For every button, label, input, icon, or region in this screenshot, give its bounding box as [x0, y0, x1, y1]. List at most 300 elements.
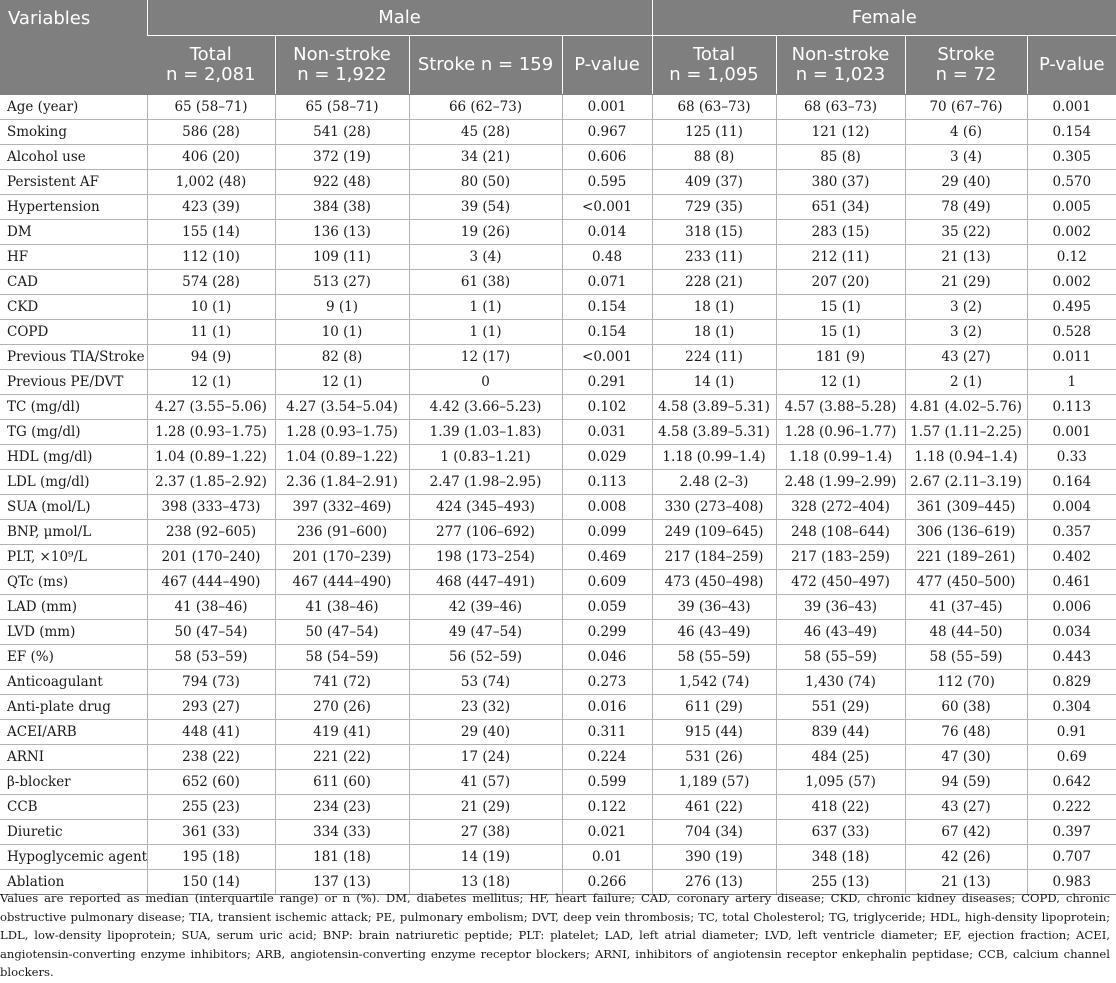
male-nonstroke-cell: 12 (1)	[275, 370, 409, 395]
male-nonstroke-cell: 334 (33)	[275, 820, 409, 845]
female-nonstroke-cell: 839 (44)	[776, 720, 905, 745]
table-row	[0, 170, 1116, 195]
male-total-cell: 195 (18)	[147, 845, 275, 870]
female-pvalue-cell: 0.33	[1027, 445, 1116, 470]
male-pvalue-cell: 0.48	[562, 245, 652, 270]
male-nonstroke-cell: 4.27 (3.54–5.04)	[275, 395, 409, 420]
female-stroke-cell: 47 (30)	[905, 745, 1027, 770]
male-total-cell: 150 (14)	[147, 870, 275, 895]
female-pvalue-cell: 0.829	[1027, 670, 1116, 695]
variable-cell: CAD	[0, 270, 147, 295]
male-stroke-cell: 45 (28)	[409, 120, 562, 145]
female-stroke-cell: 76 (48)	[905, 720, 1027, 745]
table-footnote: Values are reported as median (interquartile range) or n (%). DM, diabetes mellitus; HF, heart failure; CAD, coronary artery disease; CKD, chronic kidney diseases; COPD, chronic obstructive pulmonary disease; TIA, transient ischemic attack; PE, pulmonary embolism; DVT, deep vein thrombosis; TC, total Cholesterol; TG, triglyceride; HDL, high-density lipoprotein; LDL, low-density lipoprotein; SUA, serum uric acid; BNP: brain natriuretic peptide; PLT: platelet; LAD, left atrial diameter; LVD, left ventricle diameter; EF, ejection fraction; ACEI, angiotensin-converting enzyme inhibitors; ARB, angiotensin-converting enzyme receptor blockers; ARNI, inhibitors of angiotensin receptor enkephalin peptidase; CCB, calcium channel blockers.	[0, 891, 1110, 979]
table-row	[0, 220, 1116, 245]
variable-cell: TC (mg/dl)	[0, 395, 147, 420]
table-row	[0, 295, 1116, 320]
female-pvalue-cell: 0.005	[1027, 195, 1116, 220]
table-body	[0, 95, 1116, 895]
variable-cell: LAD (mm)	[0, 595, 147, 620]
male-total-cell: 2.37 (1.85–2.92)	[147, 470, 275, 495]
male-total-cell: 112 (10)	[147, 245, 275, 270]
female-nonstroke-cell: 1,430 (74)	[776, 670, 905, 695]
male-pvalue-cell: 0.599	[562, 770, 652, 795]
female-nonstroke-cell: 1.28 (0.96–1.77)	[776, 420, 905, 445]
female-total-cell: 46 (43–49)	[652, 620, 776, 645]
male-pvalue-header: P-value	[562, 36, 652, 95]
female-total-cell: 224 (11)	[652, 345, 776, 370]
variable-cell: LVD (mm)	[0, 620, 147, 645]
male-pvalue-cell: 0.029	[562, 445, 652, 470]
male-stroke-cell: 29 (40)	[409, 720, 562, 745]
female-total-cell: 217 (184–259)	[652, 545, 776, 570]
female-total-cell: 318 (15)	[652, 220, 776, 245]
male-nonstroke-cell: 9 (1)	[275, 295, 409, 320]
female-pvalue-cell: 0.164	[1027, 470, 1116, 495]
male-nonstroke-cell: 137 (13)	[275, 870, 409, 895]
table-row	[0, 770, 1116, 795]
male-stroke-cell: 13 (18)	[409, 870, 562, 895]
female-stroke-cell: 67 (42)	[905, 820, 1027, 845]
female-stroke-cell: 112 (70)	[905, 670, 1027, 695]
female-pvalue-cell: 0.983	[1027, 870, 1116, 895]
female-stroke-header: Stroke n = 72	[905, 36, 1027, 95]
female-pvalue-cell: 0.91	[1027, 720, 1116, 745]
male-total-cell: 652 (60)	[147, 770, 275, 795]
female-stroke-cell: 94 (59)	[905, 770, 1027, 795]
female-stroke-cell: 43 (27)	[905, 345, 1027, 370]
female-stroke-cell: 78 (49)	[905, 195, 1027, 220]
male-total-cell: 58 (53–59)	[147, 645, 275, 670]
female-stroke-cell: 4 (6)	[905, 120, 1027, 145]
table-row	[0, 245, 1116, 270]
table-row	[0, 370, 1116, 395]
female-stroke-cell: 35 (22)	[905, 220, 1027, 245]
male-pvalue-cell: 0.014	[562, 220, 652, 245]
table-row	[0, 595, 1116, 620]
male-pvalue-cell: 0.122	[562, 795, 652, 820]
male-stroke-cell: 198 (173–254)	[409, 545, 562, 570]
female-stroke-cell: 4.81 (4.02–5.76)	[905, 395, 1027, 420]
variable-cell: COPD	[0, 320, 147, 345]
female-pvalue-cell: 0.570	[1027, 170, 1116, 195]
table-row	[0, 620, 1116, 645]
table-row	[0, 270, 1116, 295]
table-row	[0, 120, 1116, 145]
female-nonstroke-cell: 85 (8)	[776, 145, 905, 170]
male-total-cell: 12 (1)	[147, 370, 275, 395]
variable-cell: ACEI/ARB	[0, 720, 147, 745]
female-total-cell: 461 (22)	[652, 795, 776, 820]
female-nonstroke-cell: 46 (43–49)	[776, 620, 905, 645]
female-total-cell: 531 (26)	[652, 745, 776, 770]
male-total-cell: 398 (333–473)	[147, 495, 275, 520]
female-total-cell: 68 (63–73)	[652, 95, 776, 120]
male-total-cell: 361 (33)	[147, 820, 275, 845]
male-total-cell: 238 (22)	[147, 745, 275, 770]
table-row	[0, 645, 1116, 670]
female-nonstroke-cell: 418 (22)	[776, 795, 905, 820]
female-total-cell: 704 (34)	[652, 820, 776, 845]
female-total-cell: 58 (55–59)	[652, 645, 776, 670]
male-total-cell: 448 (41)	[147, 720, 275, 745]
male-nonstroke-cell: 1.28 (0.93–1.75)	[275, 420, 409, 445]
male-pvalue-cell: 0.595	[562, 170, 652, 195]
male-stroke-cell: 14 (19)	[409, 845, 562, 870]
male-total-cell: 238 (92–605)	[147, 520, 275, 545]
female-nonstroke-header: Non-stroke n = 1,023	[776, 36, 905, 95]
variable-cell: Anti-plate drug	[0, 695, 147, 720]
male-stroke-cell: 424 (345–493)	[409, 495, 562, 520]
male-nonstroke-cell: 181 (18)	[275, 845, 409, 870]
male-pvalue-cell: 0.154	[562, 295, 652, 320]
female-nonstroke-cell: 58 (55–59)	[776, 645, 905, 670]
table-row	[0, 195, 1116, 220]
male-pvalue-cell: 0.967	[562, 120, 652, 145]
male-nonstroke-cell: 201 (170–239)	[275, 545, 409, 570]
female-stroke-cell: 21 (13)	[905, 870, 1027, 895]
female-nonstroke-cell: 1,095 (57)	[776, 770, 905, 795]
female-stroke-cell: 306 (136–619)	[905, 520, 1027, 545]
female-total-cell: 611 (29)	[652, 695, 776, 720]
table-row	[0, 545, 1116, 570]
male-nonstroke-cell: 541 (28)	[275, 120, 409, 145]
female-pvalue-cell: 0.001	[1027, 420, 1116, 445]
male-nonstroke-cell: 372 (19)	[275, 145, 409, 170]
female-nonstroke-cell: 181 (9)	[776, 345, 905, 370]
male-pvalue-cell: 0.224	[562, 745, 652, 770]
female-nonstroke-cell: 2.48 (1.99–2.99)	[776, 470, 905, 495]
female-total-cell: 228 (21)	[652, 270, 776, 295]
male-nonstroke-cell: 2.36 (1.84–2.91)	[275, 470, 409, 495]
table-row	[0, 795, 1116, 820]
table-row	[0, 720, 1116, 745]
male-nonstroke-cell: 41 (38–46)	[275, 595, 409, 620]
male-nonstroke-header: Non-stroke n = 1,922	[275, 36, 409, 95]
female-pvalue-cell: 0.495	[1027, 295, 1116, 320]
female-nonstroke-cell: 217 (183–259)	[776, 545, 905, 570]
variable-cell: Persistent AF	[0, 170, 147, 195]
female-stroke-cell: 21 (13)	[905, 245, 1027, 270]
female-pvalue-cell: 0.69	[1027, 745, 1116, 770]
variable-cell: BNP, μmol/L	[0, 520, 147, 545]
male-stroke-cell: 0	[409, 370, 562, 395]
female-stroke-cell: 361 (309–445)	[905, 495, 1027, 520]
male-stroke-cell: 53 (74)	[409, 670, 562, 695]
male-pvalue-cell: 0.113	[562, 470, 652, 495]
male-nonstroke-cell: 513 (27)	[275, 270, 409, 295]
male-stroke-cell: 1 (1)	[409, 320, 562, 345]
female-pvalue-cell: 0.004	[1027, 495, 1116, 520]
female-total-cell: 915 (44)	[652, 720, 776, 745]
variable-cell: ARNI	[0, 745, 147, 770]
male-nonstroke-cell: 922 (48)	[275, 170, 409, 195]
male-stroke-cell: 1.39 (1.03–1.83)	[409, 420, 562, 445]
male-total-cell: 293 (27)	[147, 695, 275, 720]
female-total-cell: 390 (19)	[652, 845, 776, 870]
male-stroke-cell: 80 (50)	[409, 170, 562, 195]
female-pvalue-cell: 0.011	[1027, 345, 1116, 370]
male-stroke-cell: 23 (32)	[409, 695, 562, 720]
male-pvalue-cell: 0.469	[562, 545, 652, 570]
variable-cell: Age (year)	[0, 95, 147, 120]
male-total-cell: 4.27 (3.55–5.06)	[147, 395, 275, 420]
female-stroke-cell: 1.18 (0.94–1.4)	[905, 445, 1027, 470]
male-total-cell: 467 (444–490)	[147, 570, 275, 595]
male-nonstroke-cell: 419 (41)	[275, 720, 409, 745]
male-pvalue-cell: 0.059	[562, 595, 652, 620]
variable-cell: Anticoagulant	[0, 670, 147, 695]
table-row	[0, 420, 1116, 445]
table-row	[0, 820, 1116, 845]
male-stroke-cell: 21 (29)	[409, 795, 562, 820]
male-stroke-cell: 66 (62–73)	[409, 95, 562, 120]
table-row	[0, 570, 1116, 595]
female-pvalue-cell: 0.443	[1027, 645, 1116, 670]
table-row	[0, 845, 1116, 870]
variable-cell: QTc (ms)	[0, 570, 147, 595]
table-row	[0, 745, 1116, 770]
male-stroke-cell: 56 (52–59)	[409, 645, 562, 670]
female-nonstroke-cell: 15 (1)	[776, 320, 905, 345]
female-nonstroke-cell: 472 (450–497)	[776, 570, 905, 595]
table-row	[0, 320, 1116, 345]
variable-cell: EF (%)	[0, 645, 147, 670]
male-total-cell: 41 (38–46)	[147, 595, 275, 620]
female-nonstroke-cell: 248 (108–644)	[776, 520, 905, 545]
variable-cell: SUA (mol/L)	[0, 495, 147, 520]
female-total-cell: 409 (37)	[652, 170, 776, 195]
female-pvalue-cell: 0.222	[1027, 795, 1116, 820]
male-stroke-cell: 3 (4)	[409, 245, 562, 270]
variable-cell: HF	[0, 245, 147, 270]
table-row	[0, 145, 1116, 170]
male-group-header: Male	[147, 0, 652, 36]
male-total-cell: 10 (1)	[147, 295, 275, 320]
male-total-cell: 423 (39)	[147, 195, 275, 220]
female-stroke-cell: 2.67 (2.11–3.19)	[905, 470, 1027, 495]
female-stroke-cell: 21 (29)	[905, 270, 1027, 295]
male-pvalue-cell: 0.154	[562, 320, 652, 345]
male-total-cell: 255 (23)	[147, 795, 275, 820]
male-pvalue-cell: 0.021	[562, 820, 652, 845]
female-stroke-cell: 60 (38)	[905, 695, 1027, 720]
variable-cell: Previous PE/DVT	[0, 370, 147, 395]
male-pvalue-cell: 0.299	[562, 620, 652, 645]
table-row	[0, 395, 1116, 420]
table-row	[0, 670, 1116, 695]
male-stroke-cell: 61 (38)	[409, 270, 562, 295]
male-stroke-cell: 17 (24)	[409, 745, 562, 770]
male-nonstroke-cell: 82 (8)	[275, 345, 409, 370]
male-stroke-cell: 34 (21)	[409, 145, 562, 170]
female-pvalue-cell: 0.001	[1027, 95, 1116, 120]
female-stroke-cell: 43 (27)	[905, 795, 1027, 820]
female-pvalue-cell: 0.707	[1027, 845, 1116, 870]
female-stroke-cell: 48 (44–50)	[905, 620, 1027, 645]
male-pvalue-cell: 0.291	[562, 370, 652, 395]
female-pvalue-cell: 0.034	[1027, 620, 1116, 645]
female-pvalue-cell: 0.002	[1027, 270, 1116, 295]
female-pvalue-cell: 0.006	[1027, 595, 1116, 620]
female-total-cell: 18 (1)	[652, 295, 776, 320]
variable-cell: CKD	[0, 295, 147, 320]
female-total-cell: 276 (13)	[652, 870, 776, 895]
male-pvalue-cell: 0.273	[562, 670, 652, 695]
male-total-cell: 1.28 (0.93–1.75)	[147, 420, 275, 445]
male-total-cell: 1,002 (48)	[147, 170, 275, 195]
male-nonstroke-cell: 10 (1)	[275, 320, 409, 345]
female-nonstroke-cell: 39 (36–43)	[776, 595, 905, 620]
male-total-cell: 574 (28)	[147, 270, 275, 295]
table-row	[0, 695, 1116, 720]
female-nonstroke-cell: 348 (18)	[776, 845, 905, 870]
female-pvalue-cell: 0.397	[1027, 820, 1116, 845]
female-pvalue-cell: 0.461	[1027, 570, 1116, 595]
table-row	[0, 95, 1116, 120]
male-total-header: Total n = 2,081	[147, 36, 275, 95]
male-total-cell: 50 (47–54)	[147, 620, 275, 645]
male-nonstroke-cell: 467 (444–490)	[275, 570, 409, 595]
male-nonstroke-cell: 397 (332–469)	[275, 495, 409, 520]
male-total-cell: 94 (9)	[147, 345, 275, 370]
female-pvalue-cell: 0.402	[1027, 545, 1116, 570]
male-total-cell: 1.04 (0.89–1.22)	[147, 445, 275, 470]
male-total-cell: 794 (73)	[147, 670, 275, 695]
male-stroke-cell: 468 (447–491)	[409, 570, 562, 595]
female-total-cell: 4.58 (3.89–5.31)	[652, 395, 776, 420]
male-total-cell: 586 (28)	[147, 120, 275, 145]
female-total-cell: 1.18 (0.99–1.4)	[652, 445, 776, 470]
female-nonstroke-cell: 651 (34)	[776, 195, 905, 220]
variable-cell: Alcohol use	[0, 145, 147, 170]
female-pvalue-cell: 0.002	[1027, 220, 1116, 245]
table-row	[0, 470, 1116, 495]
female-total-cell: 14 (1)	[652, 370, 776, 395]
variable-cell: DM	[0, 220, 147, 245]
female-pvalue-cell: 0.528	[1027, 320, 1116, 345]
female-pvalue-cell: 1	[1027, 370, 1116, 395]
female-total-cell: 39 (36–43)	[652, 595, 776, 620]
male-pvalue-cell: 0.046	[562, 645, 652, 670]
male-nonstroke-cell: 65 (58–71)	[275, 95, 409, 120]
male-nonstroke-cell: 234 (23)	[275, 795, 409, 820]
female-nonstroke-cell: 121 (12)	[776, 120, 905, 145]
female-total-cell: 233 (11)	[652, 245, 776, 270]
female-nonstroke-cell: 255 (13)	[776, 870, 905, 895]
male-nonstroke-cell: 1.04 (0.89–1.22)	[275, 445, 409, 470]
female-stroke-cell: 3 (2)	[905, 295, 1027, 320]
male-stroke-cell: 12 (17)	[409, 345, 562, 370]
variable-cell: Smoking	[0, 120, 147, 145]
variable-cell: HDL (mg/dl)	[0, 445, 147, 470]
male-total-cell: 201 (170–240)	[147, 545, 275, 570]
female-pvalue-cell: 0.357	[1027, 520, 1116, 545]
male-nonstroke-cell: 611 (60)	[275, 770, 409, 795]
male-pvalue-cell: 0.609	[562, 570, 652, 595]
female-nonstroke-cell: 207 (20)	[776, 270, 905, 295]
variable-cell: TG (mg/dl)	[0, 420, 147, 445]
male-stroke-cell: 1 (1)	[409, 295, 562, 320]
female-total-cell: 1,189 (57)	[652, 770, 776, 795]
female-total-header: Total n = 1,095	[652, 36, 776, 95]
male-nonstroke-cell: 741 (72)	[275, 670, 409, 695]
female-total-cell: 473 (450–498)	[652, 570, 776, 595]
female-stroke-cell: 1.57 (1.11–2.25)	[905, 420, 1027, 445]
female-stroke-cell: 2 (1)	[905, 370, 1027, 395]
male-nonstroke-cell: 221 (22)	[275, 745, 409, 770]
male-pvalue-cell: 0.01	[562, 845, 652, 870]
variables-header: Variables	[0, 0, 147, 95]
male-pvalue-cell: <0.001	[562, 195, 652, 220]
female-nonstroke-cell: 1.18 (0.99–1.4)	[776, 445, 905, 470]
male-pvalue-cell: 0.102	[562, 395, 652, 420]
female-stroke-cell: 221 (189–261)	[905, 545, 1027, 570]
female-nonstroke-cell: 15 (1)	[776, 295, 905, 320]
female-stroke-cell: 41 (37–45)	[905, 595, 1027, 620]
male-pvalue-cell: 0.266	[562, 870, 652, 895]
female-nonstroke-cell: 4.57 (3.88–5.28)	[776, 395, 905, 420]
female-nonstroke-cell: 68 (63–73)	[776, 95, 905, 120]
male-stroke-header: Stroke n = 159	[409, 36, 562, 95]
male-total-cell: 155 (14)	[147, 220, 275, 245]
male-pvalue-cell: 0.016	[562, 695, 652, 720]
female-stroke-cell: 29 (40)	[905, 170, 1027, 195]
variable-cell: Hypertension	[0, 195, 147, 220]
male-pvalue-cell: 0.001	[562, 95, 652, 120]
female-pvalue-header: P-value	[1027, 36, 1116, 95]
table-row	[0, 495, 1116, 520]
male-stroke-cell: 27 (38)	[409, 820, 562, 845]
male-stroke-cell: 41 (57)	[409, 770, 562, 795]
female-total-cell: 330 (273–408)	[652, 495, 776, 520]
male-pvalue-cell: 0.031	[562, 420, 652, 445]
male-total-cell: 11 (1)	[147, 320, 275, 345]
female-stroke-cell: 477 (450–500)	[905, 570, 1027, 595]
variable-cell: Diuretic	[0, 820, 147, 845]
male-pvalue-cell: 0.311	[562, 720, 652, 745]
male-pvalue-cell: <0.001	[562, 345, 652, 370]
female-pvalue-cell: 0.113	[1027, 395, 1116, 420]
female-nonstroke-cell: 328 (272–404)	[776, 495, 905, 520]
male-stroke-cell: 2.47 (1.98–2.95)	[409, 470, 562, 495]
variable-cell: Previous TIA/Stroke	[0, 345, 147, 370]
female-total-cell: 88 (8)	[652, 145, 776, 170]
female-group-header: Female	[652, 0, 1116, 36]
female-pvalue-cell: 0.642	[1027, 770, 1116, 795]
female-pvalue-cell: 0.304	[1027, 695, 1116, 720]
male-stroke-cell: 19 (26)	[409, 220, 562, 245]
female-nonstroke-cell: 212 (11)	[776, 245, 905, 270]
table-row	[0, 520, 1116, 545]
female-total-cell: 18 (1)	[652, 320, 776, 345]
male-nonstroke-cell: 136 (13)	[275, 220, 409, 245]
variable-cell: CCB	[0, 795, 147, 820]
female-stroke-cell: 58 (55–59)	[905, 645, 1027, 670]
female-total-cell: 249 (109–645)	[652, 520, 776, 545]
male-nonstroke-cell: 270 (26)	[275, 695, 409, 720]
male-stroke-cell: 42 (39–46)	[409, 595, 562, 620]
female-total-cell: 2.48 (2–3)	[652, 470, 776, 495]
female-total-cell: 4.58 (3.89–5.31)	[652, 420, 776, 445]
female-pvalue-cell: 0.12	[1027, 245, 1116, 270]
variable-cell: PLT, ×10⁹/L	[0, 545, 147, 570]
female-nonstroke-cell: 484 (25)	[776, 745, 905, 770]
female-nonstroke-cell: 283 (15)	[776, 220, 905, 245]
male-stroke-cell: 277 (106–692)	[409, 520, 562, 545]
female-nonstroke-cell: 380 (37)	[776, 170, 905, 195]
male-nonstroke-cell: 236 (91–600)	[275, 520, 409, 545]
